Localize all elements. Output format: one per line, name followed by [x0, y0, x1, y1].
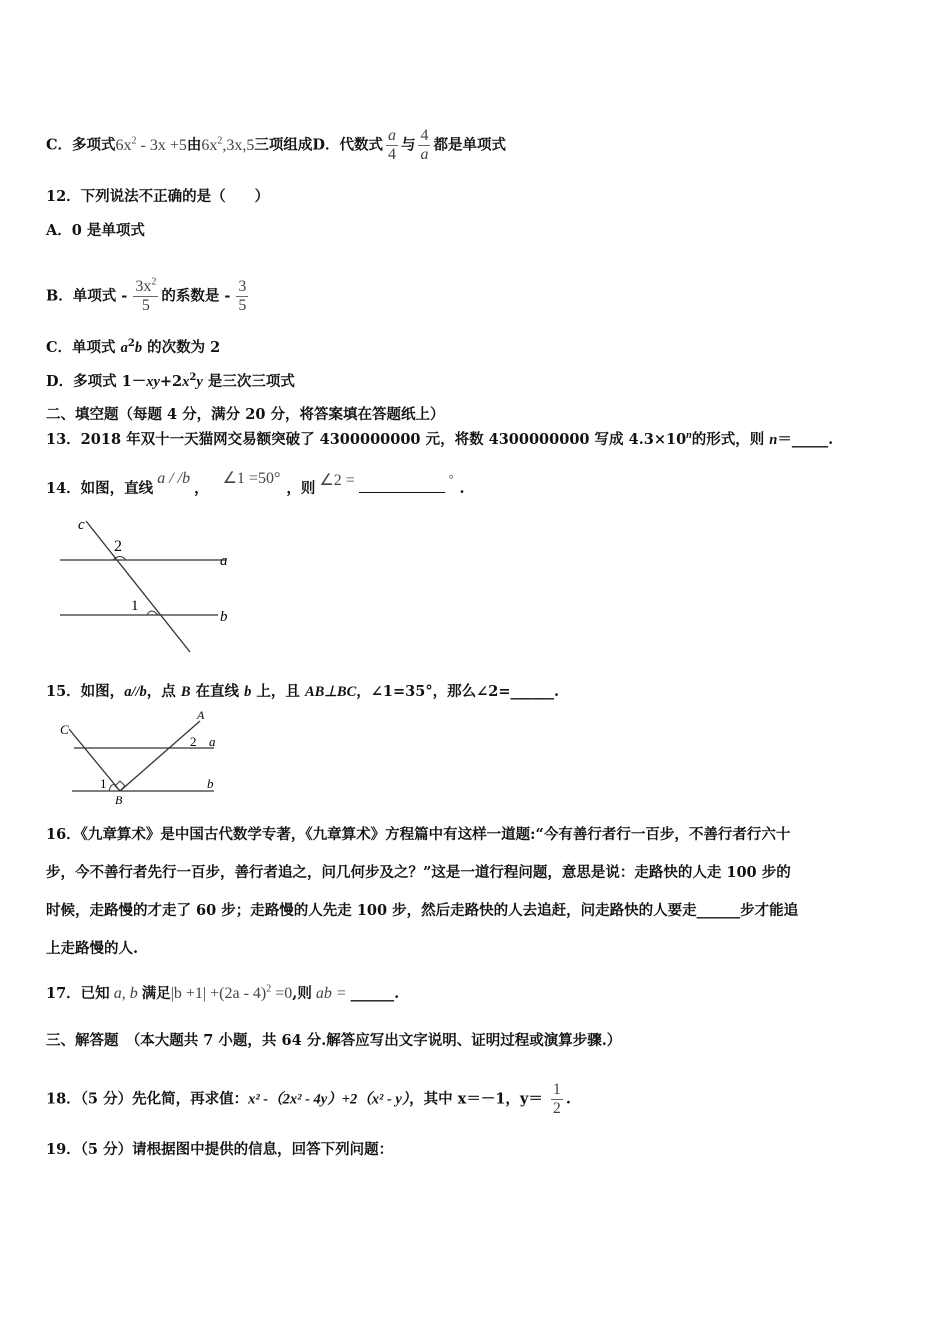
- question-16-line-1: 16．《九章算术》是中国古代数学专著，《九章算术》方程篇中有这样一道题:“今有善行者行一百步，不善行者行六十: [46, 826, 791, 843]
- polynomial-terms: $6x^2,3x,5$: [201, 135, 255, 154]
- product-ab: ab =: [315, 985, 347, 1002]
- question-19: 19．（5 分）请根据图中提供的信息，回答下列问题：: [46, 1141, 394, 1158]
- segment-BC: [69, 729, 120, 791]
- question-15: 15．如图，a//b，点 B 在直线 b 上，且 AB⊥BC，∠1=35°，那么∠2=______.: [46, 683, 560, 700]
- label-1: 1: [100, 776, 107, 791]
- label-b: b: [207, 776, 214, 791]
- question-18: 18．（5 分）先化简，再求值：x² -（2x² - 4y）+2（x² - y），其中 x＝－1，y＝ $\frac{1}{2}$ .: [46, 1081, 571, 1117]
- fraction-4-over-a: $\frac{4}{a}$: [420, 127, 429, 163]
- text-composed: 三项组成: [254, 136, 313, 154]
- label-b: b: [220, 609, 228, 625]
- fraction-a-over-4: $\frac{a}{4}$: [387, 127, 396, 163]
- angle-1-value: ∠1 =50°: [222, 470, 281, 487]
- question-16-line-2: 步，今不善行者先行一百步，善行者追之，问几何步及之？”这是一道行程问题，意思是说：走路快的人走 100 步的: [46, 864, 791, 881]
- question-13: 13．2018 年双十一天猫网交易额突破了 4300000000 元，将数 4300000000 写成 $4.3\times 10^n$的形式，则 n＝_____.: [46, 430, 834, 448]
- degree-symbol: °: [448, 472, 454, 486]
- question-12-option-d: D．多项式 $1-xy+2x^2y$ 是三次三项式: [46, 372, 295, 390]
- question-16-line-4: 上走路慢的人.: [46, 940, 139, 957]
- option-d-label: D．代数式: [312, 136, 383, 154]
- fraction-3-over-5: $\frac{3}{5}$: [238, 278, 247, 314]
- question-16-line-3: 时候，走路慢的才走了 60 步；走路慢的人先走 100 步，然后走路快的人去追赶，问走路快的人要走______步才能追: [46, 902, 799, 919]
- polynomial-expression: $6x^2 - 3x +5$: [115, 135, 187, 154]
- figure-14-parallel-lines: [48, 515, 248, 660]
- label-C: C: [60, 722, 69, 737]
- fraction-3x2-over-5: $\frac{3x^2}{5}$: [135, 276, 157, 314]
- option-c-d-line: [46, 127, 506, 164]
- text-monomial: 都是单项式: [433, 136, 506, 154]
- question-12-option-a: A．0 是单项式: [46, 222, 145, 239]
- question-12-option-b: B．单项式 - $\frac{3x^2}{5}$ 的系数是 - $\frac{3}{5}$: [46, 276, 247, 314]
- question-12-option-c: C．单项式 $a^2b$ 的次数为 2: [46, 338, 221, 356]
- equation-17: |b +1| +(2a - 4)$^2$ =0: [170, 983, 293, 1002]
- label-c: c: [78, 517, 85, 533]
- fraction-1-over-2: $\frac{1}{2}$: [552, 1081, 561, 1117]
- label-a: a: [209, 734, 216, 749]
- text-from: 由: [186, 136, 202, 154]
- question-14: 14．如图，直线a / /b，∠1 =50°，则 ∠2 = °.: [46, 470, 465, 497]
- label-a: a: [220, 553, 228, 569]
- parallel-notation: a / /b: [157, 470, 191, 487]
- variables-a-b: a, b: [113, 985, 138, 1002]
- figure-15-perpendicular: [52, 708, 232, 808]
- angle-1-arc: [109, 785, 115, 791]
- label-B: B: [115, 793, 123, 807]
- angle-2-label: ∠2 =: [319, 472, 355, 489]
- question-17: 17．已知 a, b 满足|b +1| +(2a - 4)$^2$ =0,则 ab = ______.: [46, 983, 400, 1002]
- label-A: A: [197, 708, 205, 722]
- question-12-stem: 12．下列说法不正确的是（ ）: [46, 188, 270, 205]
- label-2: 2: [190, 734, 197, 749]
- text-and: 与: [400, 136, 416, 154]
- label-1: 1: [131, 598, 139, 614]
- label-2: 2: [114, 538, 122, 555]
- segment-BA: [120, 721, 200, 791]
- option-c-label: C．多项式: [46, 136, 116, 154]
- line-c: [86, 521, 190, 652]
- answer-blank-14[interactable]: [359, 478, 445, 493]
- section-2-heading: 二、填空题（每题 4 分，满分 20 分，将答案填在答题纸上）: [46, 406, 445, 423]
- section-3-heading: 三、解答题 （本大题共 7 小题，共 64 分.解答应写出文字说明、证明过程或演算步骤.）: [46, 1032, 622, 1049]
